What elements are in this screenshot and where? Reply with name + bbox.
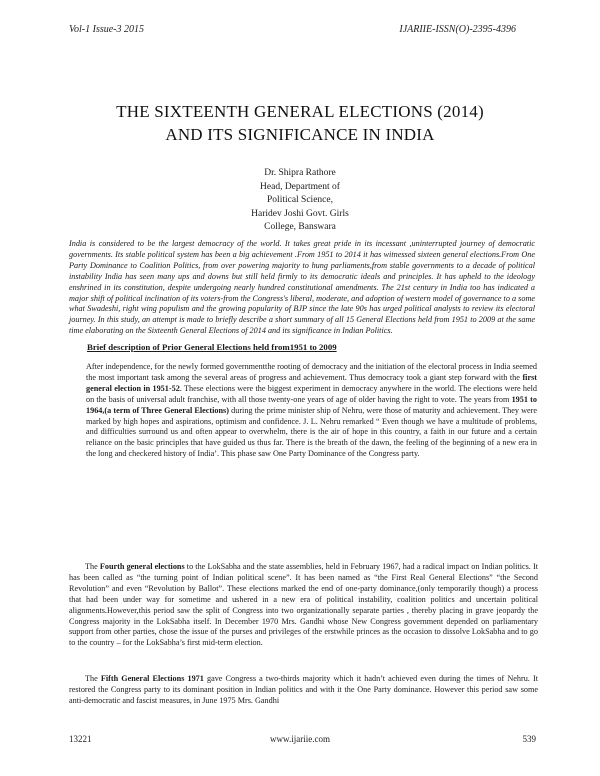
section-heading: Brief description of Prior General Elections held from1951 to 2009 bbox=[87, 342, 337, 352]
author-affiliation-line: Political Science, bbox=[267, 195, 333, 206]
journal-issn: IJARIIE-ISSN(O)-2395-4396 bbox=[399, 24, 516, 35]
paragraph-text: to the LokSabha and the state assemblies, held in February 1967, had a radical impact on Indian politics. It has been called as “the turning point of Indian political scene”. It has been named as “the First Real General Elections” “the Second Revolution” and even “Revolution by Ballot”. These elections marked the end of one-party dominance,(only temporarily though) a process that had been under way for sometime and ushered in a new era of political instability, coalition politics and uncertain political alignments.However,this period saw the split of Congress into two organizationally separate parties , thereby placing in grave jeopardy the Congress majority in the LokSabha itself. In December 1970 Mrs. Gandhi whose New Congress government depended on parliamentary support from other parties, chose the issue of the purses and privileges of the erstwhile princes as the occasion to dissolve LokSabha and to go to the country – for the LokSabha’s first mid-term election. bbox=[69, 562, 538, 648]
paper-id: 13221 bbox=[69, 734, 92, 744]
page-number: 539 bbox=[522, 734, 536, 744]
abstract: India is considered to be the largest democracy of the world. It takes great pride in its incessant ,uninterrupted journey of democratic governments. Its stable political system has been a big achievement .From 1951 to 2014 it has witnessed sixteen general elections.From One Party Dominance to Coalition Politics, from over powering majority to hung parliaments,from stable governments to a decade of political instability India has seen many ups and downs but still held firmly to its democratic ideals and principles. It has upheld to the ideology enshrined in its constitution, despite undergoing nearly hundred constitutional amendments. The 21st century in India too has indicated a major shift of political inclination of its voters-from the Congress's liberal, moderate, and adoption of western model of governance to a some what Swadeshi, right wing populism and the growing popularity of BJP since the late 90s has urged political analysts to review its electoral journey. In this study, an attempt is made to briefly describe a short summary of all 15 General Elections held from 1951 to 2009 at the same time elaborating on the Sixteenth General Elections of 2014 and its significance in Indian Politics. bbox=[69, 239, 535, 336]
emphasis-text: 1951 to 1964,(a term of Three General Elections) bbox=[86, 394, 537, 415]
author-affiliation-line: College, Banswara bbox=[264, 222, 336, 233]
paragraph-text: . These elections were the biggest experiment in democracy anywhere in the world. The elections were held on the basis of universal adult franchise, with all those twenty-one years of age of older having the right to vote. The years from bbox=[86, 383, 537, 404]
emphasis-text: Fourth general elections bbox=[99, 562, 185, 571]
author-affiliation-line: Head, Department of bbox=[260, 181, 340, 192]
author-block bbox=[0, 167, 600, 235]
paragraph-text: gave Congress a two-thirds majority which it hadn’t achieved even during the times of Nehru. It restored the Congress party to its dominant position in Indian politics and with it the One Party dominance. However this period saw some anti-democratic and fascist measures, in June 1975 Mrs. Gandhi bbox=[69, 674, 538, 705]
journal-website: www.ijariie.com bbox=[270, 734, 330, 744]
author-affiliation-line: Haridev Joshi Govt. Girls bbox=[251, 208, 349, 219]
paper-title bbox=[0, 100, 600, 146]
paragraph-text: After independence, for the newly formed governmentthe rooting of democracy and the initiation of the electoral process in India seemed the most important task among the several areas of progress and achievement. Thus democracy took a giant step forward with the bbox=[86, 362, 537, 382]
body-paragraph bbox=[69, 562, 538, 649]
paragraph-text: The bbox=[85, 674, 101, 683]
author-name: Dr. Shipra Rathore bbox=[264, 168, 336, 178]
paragraph-text: The bbox=[85, 562, 100, 571]
body-paragraph bbox=[69, 674, 538, 707]
paper-title-line-2: AND ITS SIGNIFICANCE IN INDIA bbox=[165, 125, 435, 144]
body-paragraph bbox=[86, 362, 537, 460]
paper-title-line-1: THE SIXTEENTH GENERAL ELECTIONS (2014) bbox=[116, 102, 484, 121]
paragraph-text: during the prime minister ship of Nehru, were those of maturity and achievement. They were marked by high hopes and aspirations, optimism and confidence. J. L. Nehru remarked “ Even though we have a multitude of problems, and difficulties surround us and often appear to overwhelm, there is the air of hope in this country, a faith in our future and a certain reliance on the basic principles that have guided us thus far. There is the breath of the dawn, the feeling of the beginning of a new era in the long and checkered history of India’. This phase saw One Party Dominance of the Congress party. bbox=[86, 405, 537, 459]
journal-volume: Vol-1 Issue-3 2015 bbox=[69, 24, 144, 35]
emphasis-text: Fifth General Elections 1971 bbox=[100, 674, 204, 683]
emphasis-text: first general election in 1951-52 bbox=[86, 372, 537, 393]
